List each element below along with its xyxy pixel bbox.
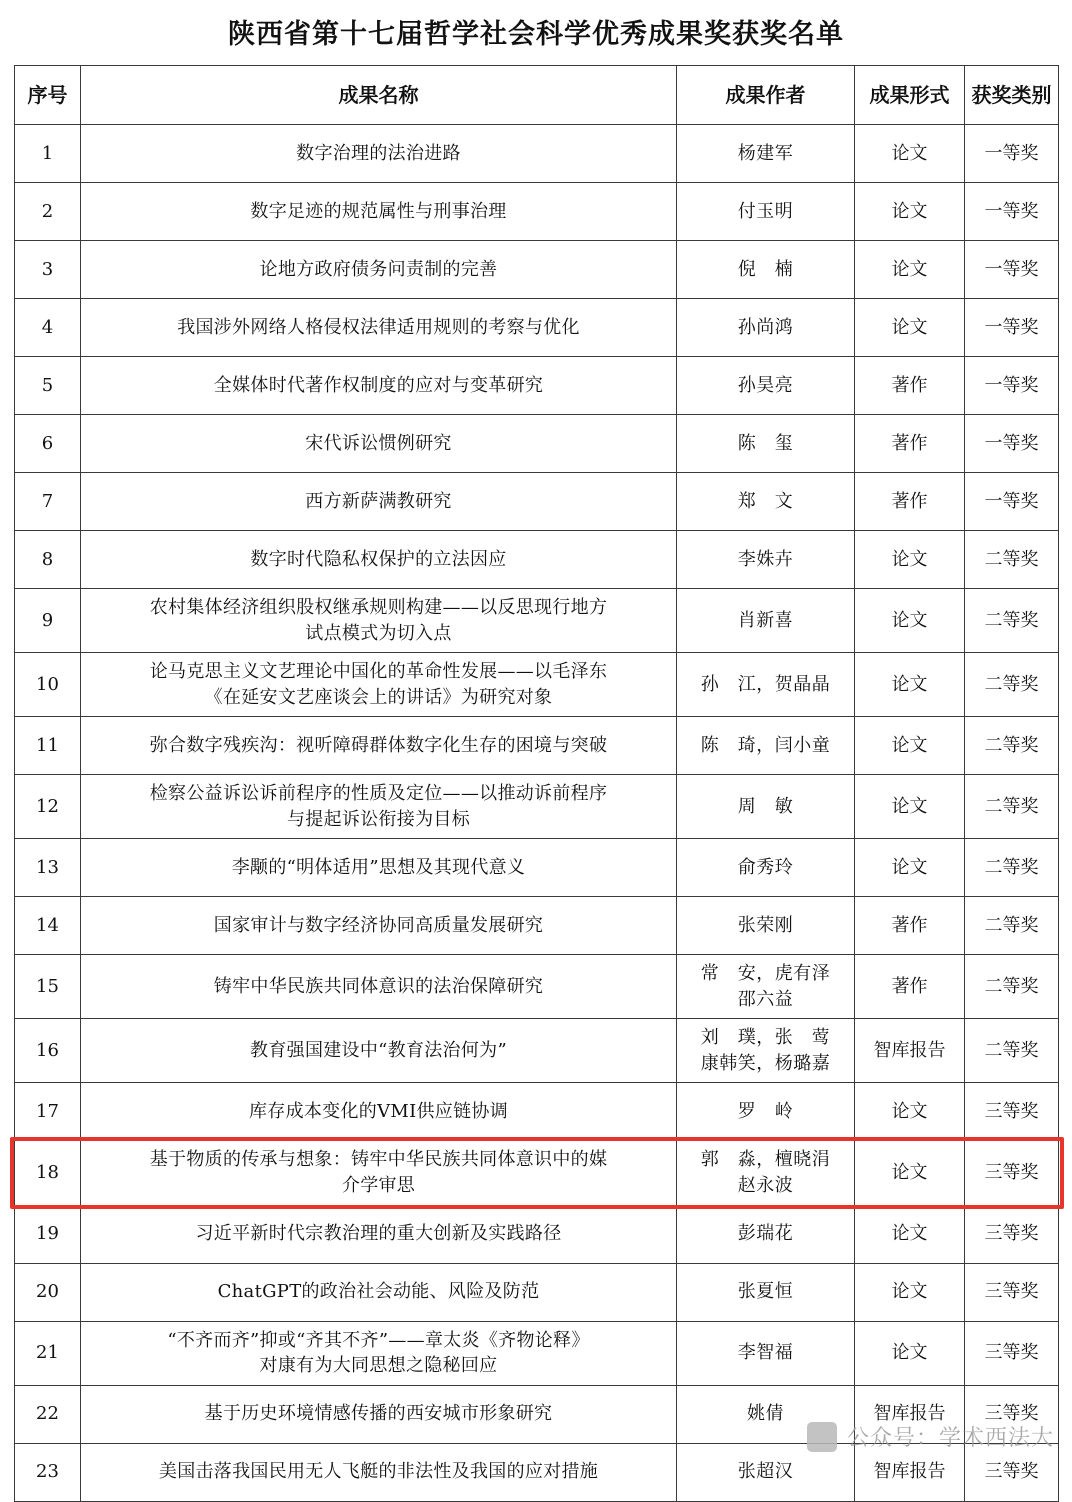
cell-author-line: 郭 淼，檀晓涓 xyxy=(700,1149,831,1171)
cell-level: 三等奖 xyxy=(965,1263,1059,1321)
cell-title-line: 介学审思 xyxy=(341,1175,416,1197)
table-row xyxy=(15,357,1059,415)
cell-title-line: 习近平新时代宗教治理的重大创新及实践路径 xyxy=(195,1223,562,1245)
cell-title-line: 基于历史环境情感传播的西安城市形象研究 xyxy=(204,1403,553,1425)
cell-title-line: 美国击落我国民用无人飞艇的非法性及我国的应对措施 xyxy=(158,1461,599,1483)
table-row xyxy=(15,299,1059,357)
cell-title xyxy=(81,299,677,357)
cell-level: 一等奖 xyxy=(965,357,1059,415)
cell-author xyxy=(677,125,855,183)
cell-form: 论文 xyxy=(855,183,965,241)
cell-title-line: 数字足迹的规范属性与刑事治理 xyxy=(250,200,507,222)
cell-level: 一等奖 xyxy=(965,241,1059,299)
cell-author-line: 俞秀玲 xyxy=(737,857,794,878)
cell-form: 智库报告 xyxy=(855,1443,965,1501)
cell-index: 10 xyxy=(15,653,81,717)
cell-title xyxy=(81,357,677,415)
cell-index: 14 xyxy=(15,897,81,955)
cell-level: 二等奖 xyxy=(965,897,1059,955)
cell-title-line: 农村集体经济组织股权继承规则构建——以反思现行地方 xyxy=(149,597,608,618)
cell-index: 22 xyxy=(15,1385,81,1443)
cell-level: 二等奖 xyxy=(965,955,1059,1019)
cell-author xyxy=(677,415,855,473)
award-list-table xyxy=(14,65,1059,1502)
cell-author-line: 张超汉 xyxy=(737,1461,794,1483)
cell-form: 论文 xyxy=(855,775,965,839)
cell-level: 二等奖 xyxy=(965,1019,1059,1083)
table-row xyxy=(15,415,1059,473)
table-row xyxy=(15,1019,1059,1083)
cell-title xyxy=(81,1083,677,1141)
cell-author-line: 周 敏 xyxy=(737,795,794,817)
table-row xyxy=(15,897,1059,955)
watermark-label: 公众号：学术西法大 xyxy=(846,1426,1054,1451)
cell-index: 2 xyxy=(15,183,81,241)
column-header-author: 成果作者 xyxy=(677,66,855,125)
cell-level: 三等奖 xyxy=(965,1385,1059,1443)
cell-author-line: 孙尚鸿 xyxy=(737,316,794,338)
cell-form: 论文 xyxy=(855,653,965,717)
cell-level: 二等奖 xyxy=(965,775,1059,839)
cell-level: 二等奖 xyxy=(965,653,1059,717)
cell-author xyxy=(677,955,855,1019)
cell-author-line: 李智福 xyxy=(737,1342,794,1364)
cell-level: 三等奖 xyxy=(965,1205,1059,1263)
cell-index: 11 xyxy=(15,717,81,775)
cell-author-line: 罗 岭 xyxy=(737,1101,794,1123)
cell-form: 论文 xyxy=(855,1083,965,1141)
cell-level: 一等奖 xyxy=(965,473,1059,531)
cell-author xyxy=(677,839,855,897)
cell-author-line: 赵永波 xyxy=(737,1175,794,1197)
cell-author-line: 张夏恒 xyxy=(737,1281,794,1303)
cell-author xyxy=(677,717,855,775)
cell-author-line: 彭瑞花 xyxy=(737,1223,794,1245)
table-row xyxy=(15,775,1059,839)
cell-index: 18 xyxy=(15,1141,81,1205)
table-row xyxy=(15,125,1059,183)
table-row xyxy=(15,717,1059,775)
cell-form: 著作 xyxy=(855,897,965,955)
cell-index: 21 xyxy=(15,1321,81,1385)
cell-title xyxy=(81,1443,677,1501)
cell-form: 论文 xyxy=(855,241,965,299)
cell-author-line: 刘 璞，张 莺 xyxy=(700,1027,831,1049)
cell-author xyxy=(677,357,855,415)
cell-author-line: 邵六益 xyxy=(737,988,794,1010)
cell-index: 23 xyxy=(15,1443,81,1501)
cell-author-line: 孙昊亮 xyxy=(737,374,794,396)
cell-title xyxy=(81,653,677,717)
cell-title xyxy=(81,241,677,299)
cell-title xyxy=(81,1141,677,1205)
cell-title-line: 检察公益诉讼诉前程序的性质及定位——以推动诉前程序 xyxy=(149,783,608,805)
cell-author-line: 倪 楠 xyxy=(737,258,794,280)
cell-author-line: 姚倩 xyxy=(747,1403,784,1425)
cell-level: 一等奖 xyxy=(965,415,1059,473)
table-row xyxy=(15,1083,1059,1141)
cell-level: 二等奖 xyxy=(965,839,1059,897)
cell-author xyxy=(677,531,855,589)
cell-form: 智库报告 xyxy=(855,1019,965,1083)
cell-title-line: 论马克思主义文艺理论中国化的革命性发展——以毛泽东 xyxy=(149,661,608,683)
cell-author xyxy=(677,1141,855,1205)
cell-form: 论文 xyxy=(855,531,965,589)
cell-author xyxy=(677,183,855,241)
cell-title xyxy=(81,955,677,1019)
cell-index: 3 xyxy=(15,241,81,299)
cell-author-line: 李姝卉 xyxy=(737,548,794,570)
watermark-avatar-icon xyxy=(807,1422,837,1452)
cell-title-line: 论地方政府债务问责制的完善 xyxy=(259,258,498,280)
cell-author xyxy=(677,775,855,839)
cell-author xyxy=(677,1321,855,1385)
cell-level: 一等奖 xyxy=(965,125,1059,183)
cell-title-line: 库存成本变化的VMI供应链协调 xyxy=(248,1101,509,1123)
cell-author xyxy=(677,1263,855,1321)
cell-index: 19 xyxy=(15,1205,81,1263)
cell-title xyxy=(81,1321,677,1385)
cell-level: 二等奖 xyxy=(965,589,1059,653)
table-header-row xyxy=(15,66,1059,125)
cell-author xyxy=(677,241,855,299)
cell-form: 著作 xyxy=(855,473,965,531)
cell-title xyxy=(81,473,677,531)
cell-author xyxy=(677,1019,855,1083)
cell-form: 著作 xyxy=(855,955,965,1019)
table-row xyxy=(15,473,1059,531)
table-row xyxy=(15,1141,1059,1205)
cell-form: 论文 xyxy=(855,1141,965,1205)
cell-title-line: 铸牢中华民族共同体意识的法治保障研究 xyxy=(213,976,544,998)
table-row xyxy=(15,531,1059,589)
table-body xyxy=(15,125,1059,1502)
cell-author-line: 郑 文 xyxy=(737,490,794,512)
table-row xyxy=(15,1321,1059,1385)
cell-index: 6 xyxy=(15,415,81,473)
cell-level: 一等奖 xyxy=(965,299,1059,357)
cell-form: 论文 xyxy=(855,839,965,897)
table-row xyxy=(15,955,1059,1019)
cell-level: 三等奖 xyxy=(965,1321,1059,1385)
cell-index: 15 xyxy=(15,955,81,1019)
cell-author xyxy=(677,473,855,531)
table-row xyxy=(15,241,1059,299)
page-title: 陕西省第十七届哲学社会科学优秀成果奖获奖名单 xyxy=(228,19,844,50)
cell-title xyxy=(81,1263,677,1321)
column-header-level: 获奖类别 xyxy=(965,66,1059,125)
cell-title-line: 国家审计与数字经济协同高质量发展研究 xyxy=(213,915,544,936)
cell-form: 论文 xyxy=(855,299,965,357)
cell-author-line: 康韩笑，杨璐嘉 xyxy=(700,1052,831,1074)
cell-title-line: 我国涉外网络人格侵权法律适用规则的考察与优化 xyxy=(177,316,580,338)
cell-title-line: 宋代诉讼惯例研究 xyxy=(305,432,452,454)
cell-form: 智库报告 xyxy=(855,1385,965,1443)
cell-index: 5 xyxy=(15,357,81,415)
cell-index: 9 xyxy=(15,589,81,653)
cell-form: 论文 xyxy=(855,1205,965,1263)
table-row xyxy=(15,183,1059,241)
cell-index: 20 xyxy=(15,1263,81,1321)
cell-author-line: 常 安，虎有泽 xyxy=(700,963,831,985)
column-header-index: 序号 xyxy=(15,66,81,125)
cell-title xyxy=(81,1205,677,1263)
cell-form: 著作 xyxy=(855,415,965,473)
column-header-title: 成果名称 xyxy=(81,66,677,125)
cell-title xyxy=(81,183,677,241)
column-header-form: 成果形式 xyxy=(855,66,965,125)
cell-author xyxy=(677,589,855,653)
cell-level: 二等奖 xyxy=(965,531,1059,589)
cell-form: 论文 xyxy=(855,1321,965,1385)
cell-title xyxy=(81,1385,677,1443)
cell-level: 一等奖 xyxy=(965,183,1059,241)
cell-title xyxy=(81,897,677,955)
cell-author-line: 张荣刚 xyxy=(737,915,794,936)
cell-form: 论文 xyxy=(855,589,965,653)
cell-title-line: 基于物质的传承与想象：铸牢中华民族共同体意识中的媒 xyxy=(149,1149,608,1171)
cell-title-line: 试点模式为切入点 xyxy=(305,622,452,644)
table-row xyxy=(15,653,1059,717)
cell-level: 三等奖 xyxy=(965,1141,1059,1205)
table-row xyxy=(15,1263,1059,1321)
cell-author-line: 陈 琦，闫小童 xyxy=(700,734,831,756)
cell-title-line: 对康有为大同思想之隐秘回应 xyxy=(259,1355,498,1377)
cell-author xyxy=(677,1083,855,1141)
table-row xyxy=(15,1205,1059,1263)
cell-index: 7 xyxy=(15,473,81,531)
cell-index: 16 xyxy=(15,1019,81,1083)
cell-title xyxy=(81,1019,677,1083)
table-row xyxy=(15,839,1059,897)
cell-index: 8 xyxy=(15,531,81,589)
cell-author xyxy=(677,1205,855,1263)
cell-title-line: 弥合数字残疾沟：视听障碍群体数字化生存的困境与突破 xyxy=(149,734,608,756)
cell-level: 二等奖 xyxy=(965,717,1059,775)
cell-index: 17 xyxy=(15,1083,81,1141)
cell-level: 三等奖 xyxy=(965,1443,1059,1501)
cell-author-line: 孙 江，贺晶晶 xyxy=(700,673,831,695)
cell-title xyxy=(81,717,677,775)
cell-title-line: 数字治理的法治进路 xyxy=(296,142,461,164)
cell-title-line: 与提起诉讼衔接为目标 xyxy=(287,808,470,830)
cell-form: 论文 xyxy=(855,1263,965,1321)
cell-title xyxy=(81,589,677,653)
cell-title xyxy=(81,415,677,473)
cell-author-line: 付玉明 xyxy=(737,200,794,222)
cell-author-line: 肖新喜 xyxy=(737,609,794,631)
cell-index: 4 xyxy=(15,299,81,357)
cell-title xyxy=(81,839,677,897)
cell-index: 12 xyxy=(15,775,81,839)
cell-title xyxy=(81,125,677,183)
cell-form: 论文 xyxy=(855,717,965,775)
cell-title-line: 教育强国建设中“教育法治何为” xyxy=(250,1040,507,1062)
cell-title xyxy=(81,775,677,839)
cell-title-line: 《在延安文艺座谈会上的讲话》为研究对象 xyxy=(204,686,553,708)
cell-level: 三等奖 xyxy=(965,1083,1059,1141)
cell-title-line: 西方新萨满教研究 xyxy=(305,490,452,512)
cell-author xyxy=(677,653,855,717)
watermark xyxy=(807,1421,1054,1452)
cell-index: 1 xyxy=(15,125,81,183)
cell-form: 论文 xyxy=(855,125,965,183)
cell-title-line: 全媒体时代著作权制度的应对与变革研究 xyxy=(213,374,544,396)
cell-author xyxy=(677,897,855,955)
cell-form: 著作 xyxy=(855,357,965,415)
cell-title-line: 数字时代隐私权保护的立法因应 xyxy=(250,548,507,570)
cell-author-line: 陈 玺 xyxy=(737,432,794,454)
cell-title-line: ChatGPT的政治社会动能、风险及防范 xyxy=(217,1281,540,1303)
cell-index: 13 xyxy=(15,839,81,897)
table-row xyxy=(15,589,1059,653)
cell-title xyxy=(81,531,677,589)
cell-author xyxy=(677,299,855,357)
cell-title-line: “不齐而齐”抑或“齐其不齐”——章太炎《齐物论释》 xyxy=(167,1329,590,1351)
cell-author-line: 杨建军 xyxy=(737,142,794,164)
cell-title-line: 李颙的“明体适用”思想及其现代意义 xyxy=(231,857,526,878)
